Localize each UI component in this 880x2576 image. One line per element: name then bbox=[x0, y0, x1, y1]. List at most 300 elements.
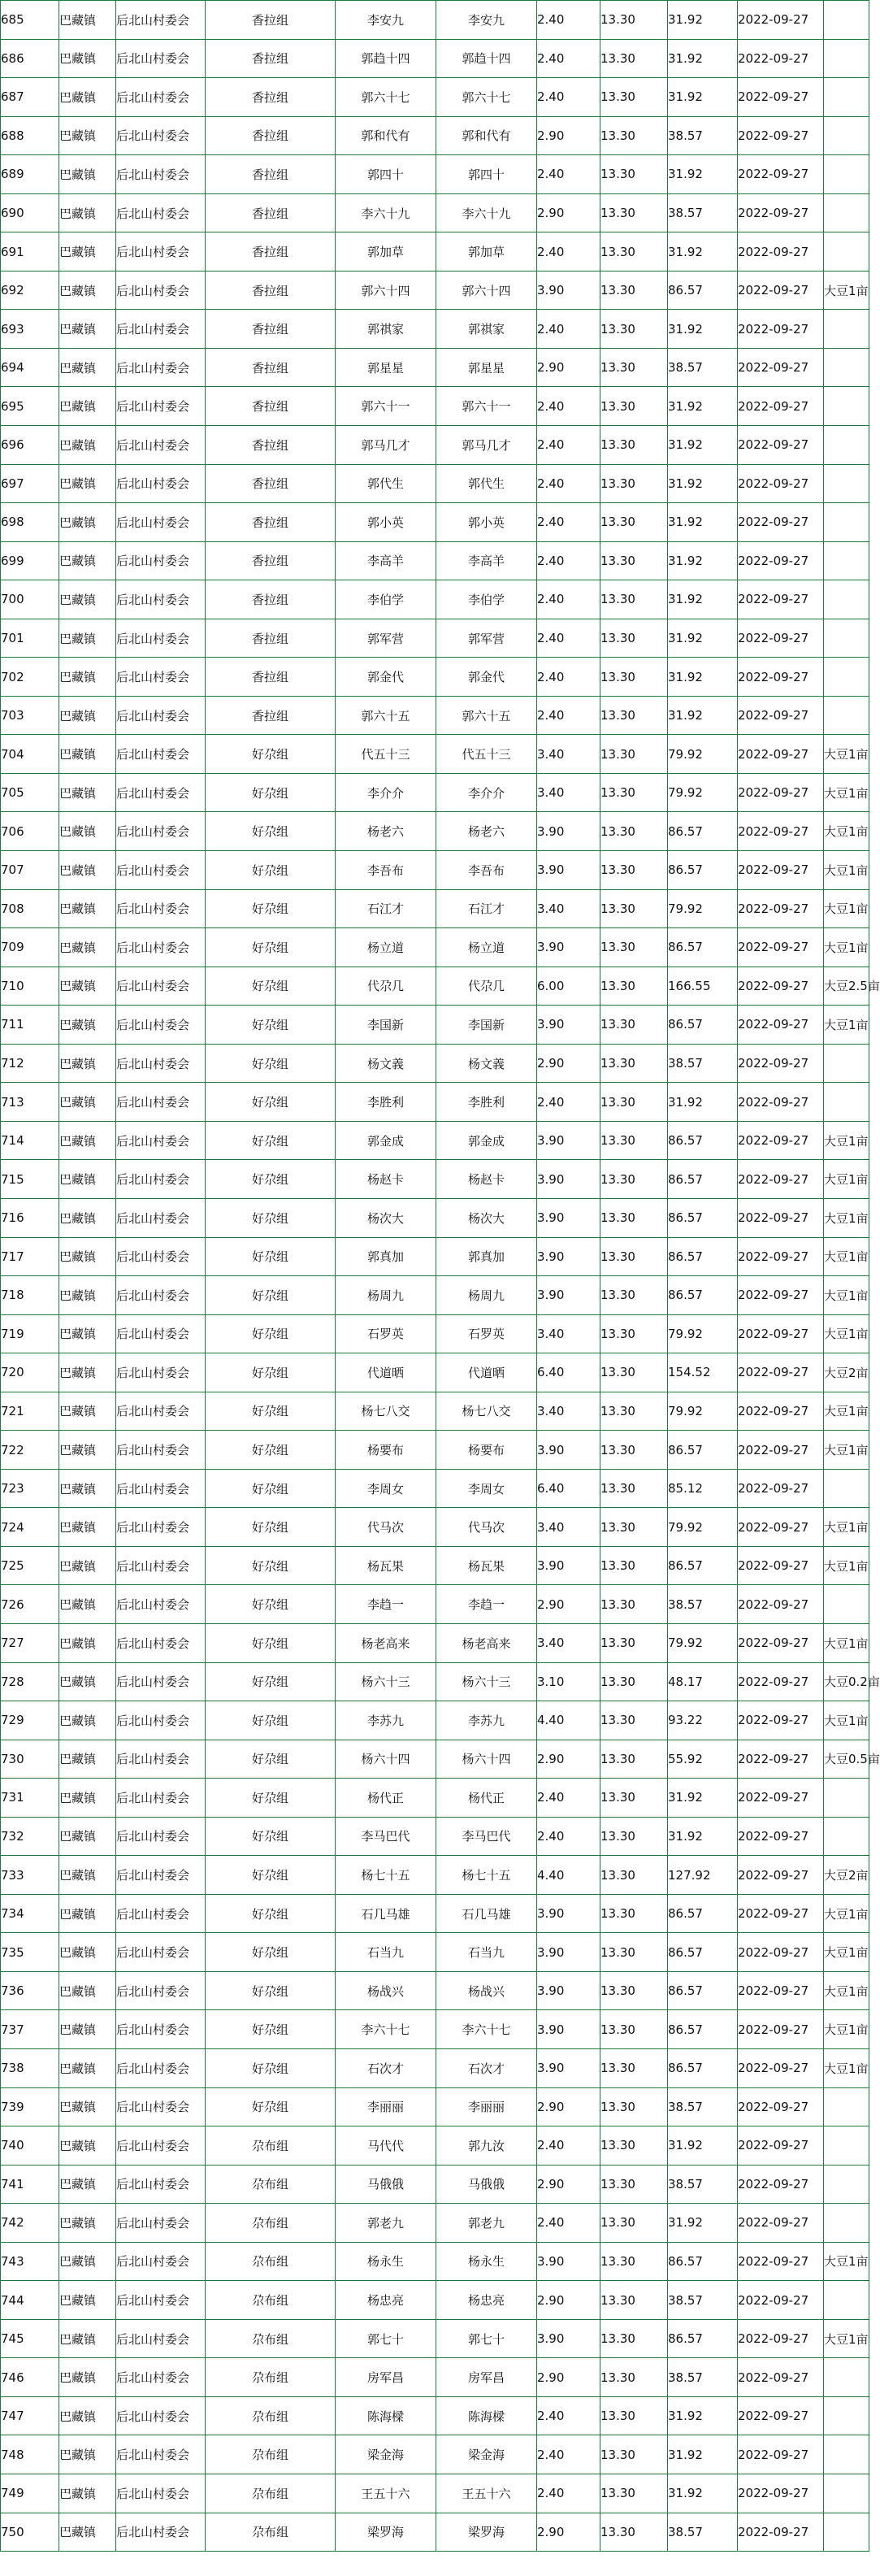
rate-cell: 13.30 bbox=[600, 773, 668, 812]
household-head-cell: 李高羊 bbox=[336, 541, 436, 580]
note-cell bbox=[824, 2513, 869, 2552]
table-row bbox=[1, 464, 869, 503]
area-cell: 2.40 bbox=[537, 541, 600, 580]
row-index-cell: 737 bbox=[1, 2010, 59, 2049]
town-cell: 巴藏镇 bbox=[59, 889, 116, 928]
row-index-cell: 703 bbox=[1, 696, 59, 735]
village-committee-cell: 后北山村委会 bbox=[116, 2204, 206, 2243]
area-cell: 2.90 bbox=[537, 1740, 600, 1779]
household-head-cell: 杨周九 bbox=[336, 1276, 436, 1315]
group-cell: 好尕组 bbox=[206, 735, 336, 774]
table-row bbox=[1, 232, 869, 272]
note-cell bbox=[824, 1585, 869, 1624]
rate-cell: 13.30 bbox=[600, 1701, 668, 1740]
row-index-cell: 725 bbox=[1, 1546, 59, 1585]
town-cell: 巴藏镇 bbox=[59, 658, 116, 697]
amount-cell: 154.52 bbox=[668, 1353, 738, 1392]
payee-name-cell: 李国新 bbox=[436, 1006, 537, 1045]
village-committee-cell: 后北山村委会 bbox=[116, 1817, 206, 1856]
date-cell: 2022-09-27 bbox=[738, 1894, 824, 1933]
date-cell: 2022-09-27 bbox=[738, 2513, 824, 2552]
group-cell: 香拉组 bbox=[206, 348, 336, 387]
household-head-cell: 杨战兴 bbox=[336, 1971, 436, 2010]
town-cell: 巴藏镇 bbox=[59, 271, 116, 310]
note-cell bbox=[824, 1083, 869, 1122]
payee-name-cell: 李安九 bbox=[436, 1, 537, 40]
table-row bbox=[1, 658, 869, 697]
note-cell bbox=[824, 78, 869, 117]
group-cell: 尕布组 bbox=[206, 2513, 336, 2552]
row-index-cell: 732 bbox=[1, 1817, 59, 1856]
table-row bbox=[1, 1431, 869, 1470]
date-cell: 2022-09-27 bbox=[738, 1740, 824, 1779]
date-cell: 2022-09-27 bbox=[738, 735, 824, 774]
row-index-cell: 729 bbox=[1, 1701, 59, 1740]
rate-cell: 13.30 bbox=[600, 78, 668, 117]
note-cell bbox=[824, 193, 869, 232]
village-committee-cell: 后北山村委会 bbox=[116, 2474, 206, 2513]
row-index-cell: 702 bbox=[1, 658, 59, 697]
rate-cell: 13.30 bbox=[600, 155, 668, 194]
household-head-cell: 杨文義 bbox=[336, 1044, 436, 1083]
date-cell: 2022-09-27 bbox=[738, 696, 824, 735]
village-committee-cell: 后北山村委会 bbox=[116, 155, 206, 194]
note-cell: 大豆0.2亩 bbox=[824, 1662, 869, 1701]
table-row bbox=[1, 2204, 869, 2243]
amount-cell: 38.57 bbox=[668, 1585, 738, 1624]
group-cell: 好尕组 bbox=[206, 1121, 336, 1160]
amount-cell: 38.57 bbox=[668, 2087, 738, 2126]
area-cell: 2.90 bbox=[537, 2281, 600, 2320]
note-cell: 大豆1亩 bbox=[824, 2048, 869, 2087]
rate-cell: 13.30 bbox=[600, 1276, 668, 1315]
payee-name-cell: 郭军营 bbox=[436, 619, 537, 658]
table-row bbox=[1, 2281, 869, 2320]
group-cell: 好尕组 bbox=[206, 2087, 336, 2126]
row-index-cell: 746 bbox=[1, 2358, 59, 2397]
household-head-cell: 杨永生 bbox=[336, 2242, 436, 2281]
rate-cell: 13.30 bbox=[600, 1623, 668, 1662]
note-cell bbox=[824, 39, 869, 78]
town-cell: 巴藏镇 bbox=[59, 1237, 116, 1276]
group-cell: 香拉组 bbox=[206, 155, 336, 194]
rate-cell: 13.30 bbox=[600, 1083, 668, 1122]
area-cell: 3.90 bbox=[537, 2010, 600, 2049]
village-committee-cell: 后北山村委会 bbox=[116, 541, 206, 580]
amount-cell: 86.57 bbox=[668, 812, 738, 851]
group-cell: 香拉组 bbox=[206, 464, 336, 503]
table-row bbox=[1, 2474, 869, 2513]
household-head-cell: 陈海樑 bbox=[336, 2396, 436, 2435]
amount-cell: 86.57 bbox=[668, 1237, 738, 1276]
group-cell: 好尕组 bbox=[206, 889, 336, 928]
village-committee-cell: 后北山村委会 bbox=[116, 773, 206, 812]
payee-name-cell: 李苏九 bbox=[436, 1701, 537, 1740]
table-row bbox=[1, 1508, 869, 1547]
amount-cell: 31.92 bbox=[668, 696, 738, 735]
amount-cell: 86.57 bbox=[668, 2010, 738, 2049]
row-index-cell: 695 bbox=[1, 387, 59, 426]
village-committee-cell: 后北山村委会 bbox=[116, 1585, 206, 1624]
household-head-cell: 郭加草 bbox=[336, 232, 436, 272]
household-head-cell: 马代代 bbox=[336, 2126, 436, 2165]
area-cell: 3.90 bbox=[537, 1198, 600, 1237]
amount-cell: 55.92 bbox=[668, 1740, 738, 1779]
note-cell: 大豆1亩 bbox=[824, 735, 869, 774]
date-cell: 2022-09-27 bbox=[738, 1237, 824, 1276]
household-head-cell: 李胜利 bbox=[336, 1083, 436, 1122]
row-index-cell: 730 bbox=[1, 1740, 59, 1779]
amount-cell: 31.92 bbox=[668, 387, 738, 426]
amount-cell: 31.92 bbox=[668, 619, 738, 658]
date-cell: 2022-09-27 bbox=[738, 2242, 824, 2281]
group-cell: 好尕组 bbox=[206, 1856, 336, 1895]
row-index-cell: 706 bbox=[1, 812, 59, 851]
village-committee-cell: 后北山村委会 bbox=[116, 2319, 206, 2358]
date-cell: 2022-09-27 bbox=[738, 464, 824, 503]
area-cell: 3.90 bbox=[537, 1431, 600, 1470]
group-cell: 好尕组 bbox=[206, 1353, 336, 1392]
rate-cell: 13.30 bbox=[600, 967, 668, 1006]
row-index-cell: 744 bbox=[1, 2281, 59, 2320]
area-cell: 2.40 bbox=[537, 2126, 600, 2165]
payee-name-cell: 郭祺家 bbox=[436, 310, 537, 349]
date-cell: 2022-09-27 bbox=[738, 2435, 824, 2474]
note-cell: 大豆1亩 bbox=[824, 1431, 869, 1470]
rate-cell: 13.30 bbox=[600, 1817, 668, 1856]
table-row bbox=[1, 2396, 869, 2435]
note-cell: 大豆1亩 bbox=[824, 1006, 869, 1045]
household-head-cell: 郭代生 bbox=[336, 464, 436, 503]
table-row bbox=[1, 1933, 869, 1972]
town-cell: 巴藏镇 bbox=[59, 193, 116, 232]
town-cell: 巴藏镇 bbox=[59, 348, 116, 387]
household-head-cell: 李马巴代 bbox=[336, 1817, 436, 1856]
area-cell: 3.40 bbox=[537, 1508, 600, 1547]
row-index-cell: 748 bbox=[1, 2435, 59, 2474]
area-cell: 3.90 bbox=[537, 1894, 600, 1933]
household-head-cell: 梁金海 bbox=[336, 2435, 436, 2474]
group-cell: 好尕组 bbox=[206, 1392, 336, 1431]
village-committee-cell: 后北山村委会 bbox=[116, 2396, 206, 2435]
town-cell: 巴藏镇 bbox=[59, 1546, 116, 1585]
table-row bbox=[1, 348, 869, 387]
date-cell: 2022-09-27 bbox=[738, 116, 824, 155]
date-cell: 2022-09-27 bbox=[738, 426, 824, 465]
note-cell: 大豆1亩 bbox=[824, 812, 869, 851]
note-cell bbox=[824, 1779, 869, 1818]
village-committee-cell: 后北山村委会 bbox=[116, 2281, 206, 2320]
note-cell: 大豆1亩 bbox=[824, 2242, 869, 2281]
village-committee-cell: 后北山村委会 bbox=[116, 1662, 206, 1701]
village-committee-cell: 后北山村委会 bbox=[116, 2010, 206, 2049]
village-committee-cell: 后北山村委会 bbox=[116, 1623, 206, 1662]
household-head-cell: 李周女 bbox=[336, 1469, 436, 1508]
group-cell: 香拉组 bbox=[206, 39, 336, 78]
rate-cell: 13.30 bbox=[600, 39, 668, 78]
table-row bbox=[1, 1006, 869, 1045]
area-cell: 2.40 bbox=[537, 2435, 600, 2474]
town-cell: 巴藏镇 bbox=[59, 1, 116, 40]
note-cell bbox=[824, 2087, 869, 2126]
row-index-cell: 698 bbox=[1, 503, 59, 542]
village-committee-cell: 后北山村委会 bbox=[116, 1083, 206, 1122]
row-index-cell: 693 bbox=[1, 310, 59, 349]
date-cell: 2022-09-27 bbox=[738, 1623, 824, 1662]
date-cell: 2022-09-27 bbox=[738, 387, 824, 426]
group-cell: 香拉组 bbox=[206, 541, 336, 580]
rate-cell: 13.30 bbox=[600, 1198, 668, 1237]
household-head-cell: 杨次大 bbox=[336, 1198, 436, 1237]
rate-cell: 13.30 bbox=[600, 2242, 668, 2281]
town-cell: 巴藏镇 bbox=[59, 2126, 116, 2165]
table-row bbox=[1, 1662, 869, 1701]
table-row bbox=[1, 1623, 869, 1662]
group-cell: 香拉组 bbox=[206, 503, 336, 542]
village-committee-cell: 后北山村委会 bbox=[116, 1121, 206, 1160]
town-cell: 巴藏镇 bbox=[59, 503, 116, 542]
rate-cell: 13.30 bbox=[600, 1546, 668, 1585]
rate-cell: 13.30 bbox=[600, 1469, 668, 1508]
village-committee-cell: 后北山村委会 bbox=[116, 1546, 206, 1585]
village-committee-cell: 后北山村委会 bbox=[116, 889, 206, 928]
town-cell: 巴藏镇 bbox=[59, 2087, 116, 2126]
area-cell: 2.90 bbox=[537, 193, 600, 232]
payee-name-cell: 杨忠亮 bbox=[436, 2281, 537, 2320]
village-committee-cell: 后北山村委会 bbox=[116, 619, 206, 658]
note-cell: 大豆2.5亩 bbox=[824, 967, 869, 1006]
household-head-cell: 郭四十 bbox=[336, 155, 436, 194]
amount-cell: 86.57 bbox=[668, 2048, 738, 2087]
household-head-cell: 李介介 bbox=[336, 773, 436, 812]
note-cell: 大豆1亩 bbox=[824, 1508, 869, 1547]
area-cell: 2.40 bbox=[537, 2474, 600, 2513]
amount-cell: 31.92 bbox=[668, 464, 738, 503]
village-committee-cell: 后北山村委会 bbox=[116, 851, 206, 890]
date-cell: 2022-09-27 bbox=[738, 1314, 824, 1353]
area-cell: 2.40 bbox=[537, 503, 600, 542]
household-head-cell: 李六十七 bbox=[336, 2010, 436, 2049]
row-index-cell: 731 bbox=[1, 1779, 59, 1818]
table-row bbox=[1, 696, 869, 735]
amount-cell: 86.57 bbox=[668, 1198, 738, 1237]
rate-cell: 13.30 bbox=[600, 2126, 668, 2165]
payee-name-cell: 李丽丽 bbox=[436, 2087, 537, 2126]
payee-name-cell: 杨七八交 bbox=[436, 1392, 537, 1431]
household-head-cell: 郭星星 bbox=[336, 348, 436, 387]
group-cell: 好尕组 bbox=[206, 1198, 336, 1237]
payee-name-cell: 马俄俄 bbox=[436, 2165, 537, 2204]
amount-cell: 79.92 bbox=[668, 1392, 738, 1431]
rate-cell: 13.30 bbox=[600, 426, 668, 465]
group-cell: 好尕组 bbox=[206, 1276, 336, 1315]
rate-cell: 13.30 bbox=[600, 1121, 668, 1160]
row-index-cell: 723 bbox=[1, 1469, 59, 1508]
village-committee-cell: 后北山村委会 bbox=[116, 426, 206, 465]
table-row bbox=[1, 271, 869, 310]
table-row bbox=[1, 1276, 869, 1315]
row-index-cell: 707 bbox=[1, 851, 59, 890]
town-cell: 巴藏镇 bbox=[59, 1353, 116, 1392]
group-cell: 好尕组 bbox=[206, 1314, 336, 1353]
amount-cell: 38.57 bbox=[668, 2358, 738, 2397]
date-cell: 2022-09-27 bbox=[738, 1546, 824, 1585]
amount-cell: 38.57 bbox=[668, 193, 738, 232]
town-cell: 巴藏镇 bbox=[59, 1701, 116, 1740]
village-committee-cell: 后北山村委会 bbox=[116, 193, 206, 232]
area-cell: 3.40 bbox=[537, 889, 600, 928]
area-cell: 2.40 bbox=[537, 39, 600, 78]
area-cell: 2.90 bbox=[537, 2087, 600, 2126]
town-cell: 巴藏镇 bbox=[59, 1431, 116, 1470]
note-cell: 大豆2亩 bbox=[824, 1856, 869, 1895]
amount-cell: 38.57 bbox=[668, 348, 738, 387]
payee-name-cell: 杨要布 bbox=[436, 1431, 537, 1470]
amount-cell: 31.92 bbox=[668, 2435, 738, 2474]
village-committee-cell: 后北山村委会 bbox=[116, 1314, 206, 1353]
rate-cell: 13.30 bbox=[600, 889, 668, 928]
payee-name-cell: 房军昌 bbox=[436, 2358, 537, 2397]
payee-name-cell: 郭六十七 bbox=[436, 78, 537, 117]
row-index-cell: 726 bbox=[1, 1585, 59, 1624]
group-cell: 好尕组 bbox=[206, 812, 336, 851]
group-cell: 尕布组 bbox=[206, 2126, 336, 2165]
household-head-cell: 李苏九 bbox=[336, 1701, 436, 1740]
row-index-cell: 712 bbox=[1, 1044, 59, 1083]
date-cell: 2022-09-27 bbox=[738, 271, 824, 310]
date-cell: 2022-09-27 bbox=[738, 851, 824, 890]
amount-cell: 31.92 bbox=[668, 503, 738, 542]
note-cell: 大豆1亩 bbox=[824, 1894, 869, 1933]
group-cell: 好尕组 bbox=[206, 1585, 336, 1624]
group-cell: 香拉组 bbox=[206, 310, 336, 349]
amount-cell: 31.92 bbox=[668, 580, 738, 619]
note-cell bbox=[824, 541, 869, 580]
area-cell: 2.40 bbox=[537, 78, 600, 117]
amount-cell: 31.92 bbox=[668, 78, 738, 117]
rate-cell: 13.30 bbox=[600, 2435, 668, 2474]
area-cell: 3.90 bbox=[537, 271, 600, 310]
area-cell: 2.40 bbox=[537, 580, 600, 619]
household-head-cell: 石几马雄 bbox=[336, 1894, 436, 1933]
note-cell bbox=[824, 2358, 869, 2397]
town-cell: 巴藏镇 bbox=[59, 387, 116, 426]
town-cell: 巴藏镇 bbox=[59, 2010, 116, 2049]
row-index-cell: 705 bbox=[1, 773, 59, 812]
date-cell: 2022-09-27 bbox=[738, 1817, 824, 1856]
date-cell: 2022-09-27 bbox=[738, 348, 824, 387]
household-head-cell: 郭金成 bbox=[336, 1121, 436, 1160]
payee-name-cell: 李六十九 bbox=[436, 193, 537, 232]
amount-cell: 86.57 bbox=[668, 1894, 738, 1933]
town-cell: 巴藏镇 bbox=[59, 2319, 116, 2358]
area-cell: 2.90 bbox=[537, 2513, 600, 2552]
row-index-cell: 710 bbox=[1, 967, 59, 1006]
area-cell: 2.90 bbox=[537, 116, 600, 155]
village-committee-cell: 后北山村委会 bbox=[116, 1933, 206, 1972]
village-committee-cell: 后北山村委会 bbox=[116, 348, 206, 387]
row-index-cell: 733 bbox=[1, 1856, 59, 1895]
table-row bbox=[1, 541, 869, 580]
group-cell: 好尕组 bbox=[206, 1894, 336, 1933]
village-committee-cell: 后北山村委会 bbox=[116, 503, 206, 542]
household-head-cell: 郭六十四 bbox=[336, 271, 436, 310]
note-cell: 大豆1亩 bbox=[824, 851, 869, 890]
group-cell: 香拉组 bbox=[206, 78, 336, 117]
rate-cell: 13.30 bbox=[600, 2396, 668, 2435]
group-cell: 好尕组 bbox=[206, 1971, 336, 2010]
group-cell: 好尕组 bbox=[206, 1160, 336, 1199]
town-cell: 巴藏镇 bbox=[59, 2474, 116, 2513]
payee-name-cell: 石江才 bbox=[436, 889, 537, 928]
table-row bbox=[1, 812, 869, 851]
date-cell: 2022-09-27 bbox=[738, 2281, 824, 2320]
household-head-cell: 石罗英 bbox=[336, 1314, 436, 1353]
town-cell: 巴藏镇 bbox=[59, 2204, 116, 2243]
amount-cell: 86.57 bbox=[668, 1431, 738, 1470]
payee-name-cell: 石次才 bbox=[436, 2048, 537, 2087]
area-cell: 2.40 bbox=[537, 464, 600, 503]
date-cell: 2022-09-27 bbox=[738, 2126, 824, 2165]
payee-name-cell: 郭四十 bbox=[436, 155, 537, 194]
table-row bbox=[1, 2165, 869, 2204]
household-head-cell: 郭小英 bbox=[336, 503, 436, 542]
amount-cell: 79.92 bbox=[668, 773, 738, 812]
table-row bbox=[1, 1314, 869, 1353]
payee-name-cell: 郭金成 bbox=[436, 1121, 537, 1160]
date-cell: 2022-09-27 bbox=[738, 39, 824, 78]
area-cell: 3.90 bbox=[537, 1933, 600, 1972]
row-index-cell: 690 bbox=[1, 193, 59, 232]
area-cell: 3.90 bbox=[537, 812, 600, 851]
table-row bbox=[1, 503, 869, 542]
note-cell bbox=[824, 503, 869, 542]
group-cell: 尕布组 bbox=[206, 2474, 336, 2513]
table-row bbox=[1, 2358, 869, 2397]
area-cell: 2.90 bbox=[537, 2165, 600, 2204]
town-cell: 巴藏镇 bbox=[59, 78, 116, 117]
payee-name-cell: 杨老高来 bbox=[436, 1623, 537, 1662]
area-cell: 3.90 bbox=[537, 851, 600, 890]
table-row bbox=[1, 735, 869, 774]
row-index-cell: 711 bbox=[1, 1006, 59, 1045]
rate-cell: 13.30 bbox=[600, 2165, 668, 2204]
town-cell: 巴藏镇 bbox=[59, 928, 116, 967]
group-cell: 好尕组 bbox=[206, 1662, 336, 1701]
village-committee-cell: 后北山村委会 bbox=[116, 1237, 206, 1276]
amount-cell: 31.92 bbox=[668, 39, 738, 78]
rate-cell: 13.30 bbox=[600, 619, 668, 658]
rate-cell: 13.30 bbox=[600, 348, 668, 387]
table-row bbox=[1, 2435, 869, 2474]
group-cell: 尕布组 bbox=[206, 2165, 336, 2204]
household-head-cell: 杨老六 bbox=[336, 812, 436, 851]
group-cell: 尕布组 bbox=[206, 2435, 336, 2474]
note-cell: 大豆1亩 bbox=[824, 1701, 869, 1740]
amount-cell: 31.92 bbox=[668, 426, 738, 465]
table-row bbox=[1, 1083, 869, 1122]
area-cell: 2.90 bbox=[537, 2358, 600, 2397]
group-cell: 好尕组 bbox=[206, 1431, 336, 1470]
household-head-cell: 杨七八交 bbox=[336, 1392, 436, 1431]
amount-cell: 86.57 bbox=[668, 1160, 738, 1199]
table-row bbox=[1, 1971, 869, 2010]
table-row bbox=[1, 1779, 869, 1818]
payee-name-cell: 梁罗海 bbox=[436, 2513, 537, 2552]
village-committee-cell: 后北山村委会 bbox=[116, 1044, 206, 1083]
note-cell: 大豆2亩 bbox=[824, 1353, 869, 1392]
payee-name-cell: 杨战兴 bbox=[436, 1971, 537, 2010]
